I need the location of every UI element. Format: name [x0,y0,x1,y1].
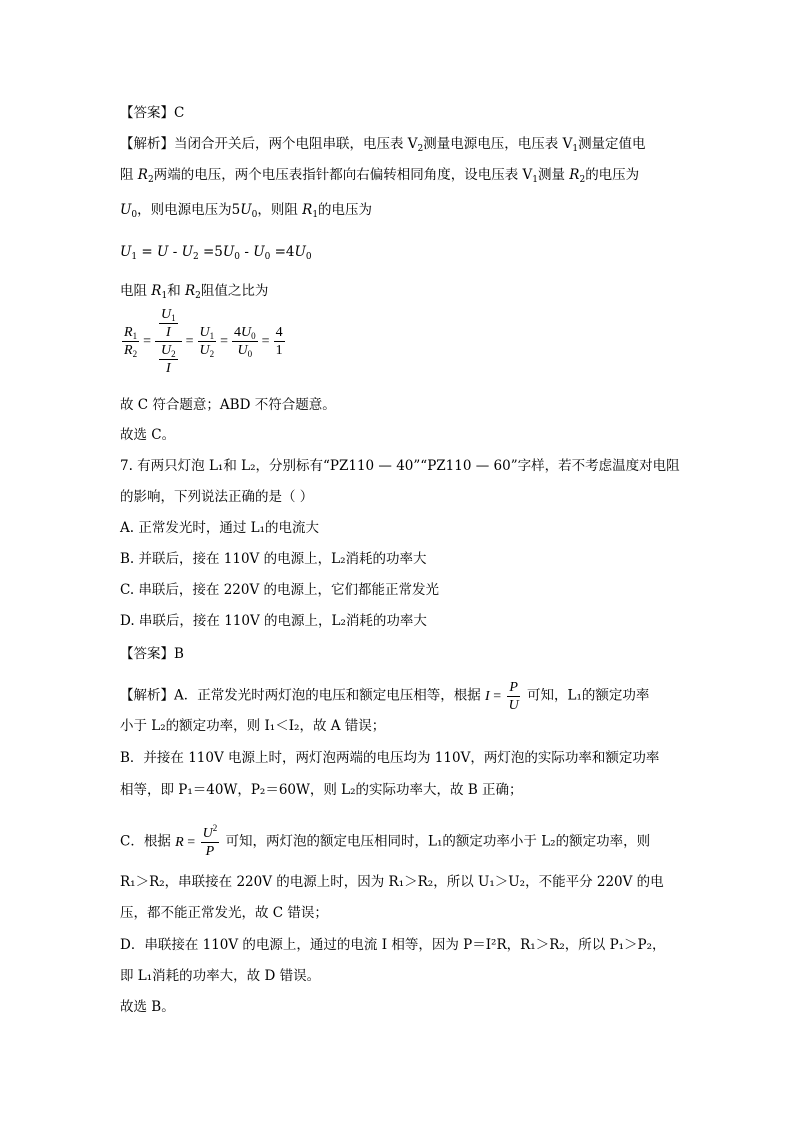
formula-resistance: R = $\frac{U^2}{P}$ [175,823,218,859]
question-7-stem-2: 的影响，下列说法正确的是（ ） [120,489,314,505]
analysis-1-conclusion: 故 C 符合题意；ABD 不符合题意。 [120,397,336,413]
option-c: C. 串联后，接在 220V 的电源上，它们都能正常发光 [120,582,440,598]
option-d: D. 串联后，接在 110V 的电源上，L₂消耗的功率大 [120,613,427,629]
analysis-2-d-line-1: D．串联接在 110V 的电源上，通过的电流 I 相等，因为 P＝I²R，R₁＞R₂，所以 P₁＞P₂， [120,937,666,953]
analysis-2-c-line-1: C．根据 R = $\frac{U^2}{P}$ 可知，两灯泡的额定电压相同时，L₁的额定功率小于 L₂的额定功率，则 [120,823,651,859]
analysis-2-choice: 故选 B。 [120,999,175,1015]
analysis-2-b-line-2: 相等，即 P₁＝40W，P₂＝60W，则 L₂的实际功率大，故 B 正确； [120,782,523,798]
equation-resistance-ratio: $\frac{R_1}{R_2}$ = $\frac{\frac{U_1}{I}}{\frac{U_2}{I}}$ = $\frac{U_1}{U_2}$ = $\frac{4U_0}{U_0}$ = $\frac{4}{1}$ [124,307,283,376]
analysis-2-b-line-1: B．并接在 110V 电源上时，两灯泡两端的电压均为 110V，两灯泡的实际功率和额定功率 [120,750,660,766]
analysis-1-choice: 故选 C。 [120,427,176,443]
analysis-2-c-line-2: R₁＞R₂，串联接在 220V 的电源上时，因为 R₁＞R₂，所以 U₁＞U₂，不能平分 220V 的电 [120,874,664,890]
analysis-2-a-line-1: 【解析】A．正常发光时两灯泡的电压和额定电压相等，根据 I = $\frac{P}{U}$ 可知，L₁的额定功率 [120,680,650,713]
analysis-2-c-line-3: 压，都不能正常发光，故 C 错误； [120,905,328,921]
analysis-1-ratio-intro: 电阻 $R_1$和 $R_2$阻值之比为 [120,283,269,301]
option-a: A. 正常发光时，通过 L₁的电流大 [120,520,319,536]
option-b: B. 并联后，接在 110V 的电源上，L₂消耗的功率大 [120,551,427,567]
analysis-1-line-2: 阻 $R_2$两端的电压，两个电压表指针都向右偏转相同角度，设电压表 $V_1$测量 $R_2$的电压为 [120,167,640,185]
formula-current: I = $\frac{P}{U}$ [485,680,519,713]
answer-label-1: 【答案】C [120,105,185,121]
question-7-stem-1: 7. 有两只灯泡 L₁和 L₂，分别标有“PZ110 — 40”“PZ110 — 60”字样，若不考虑温度对电阻 [120,458,680,474]
answer-label-2: 【答案】B [120,646,184,662]
analysis-1-line-3: $U_0$，则电源电压为$5U_0$，则阻 $R_1$的电压为 [120,202,373,220]
analysis-2-d-line-2: 即 L₁消耗的功率大，故 D 错误。 [120,968,321,984]
equation-voltage: $U_1 = U - U_2 =5U_0 - U_0 =4U_0$ [120,244,312,262]
analysis-2-a-line-2: 小于 L₂的额定功率，则 I₁＜I₂，故 A 错误； [120,718,386,734]
analysis-1-line-1: 【解析】当闭合开关后，两个电阻串联，电压表 $V_2$测量电源电压，电压表 $V_1$测量定值电 [120,136,646,154]
